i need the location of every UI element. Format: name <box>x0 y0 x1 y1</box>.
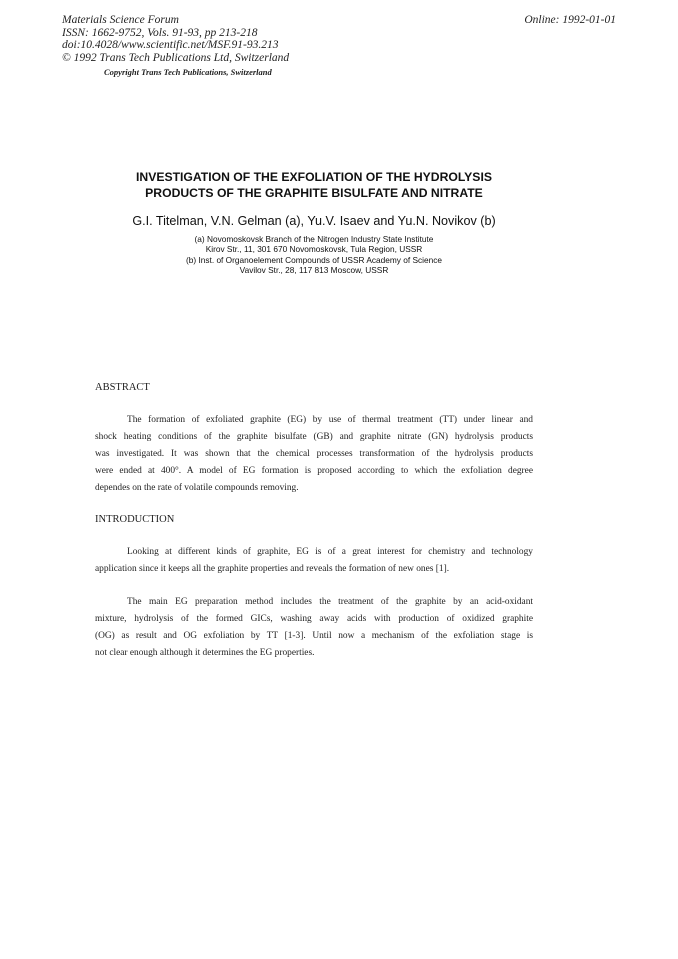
text-line: dependes on the rate of volatile compounds removing. <box>95 482 299 493</box>
text-line: (OG) as result and OG exfoliation by TT [1-3]. Until now a mechanism of the exfoliation stage is <box>95 630 533 641</box>
introduction-paragraph-1 <box>95 544 533 578</box>
affiliation-line: (a) Novomoskovsk Branch of the Nitrogen Industry State Institute <box>194 234 434 244</box>
introduction-heading: INTRODUCTION <box>95 514 175 525</box>
affiliations <box>95 234 533 276</box>
text-line: not clear enough although it determines the EG properties. <box>95 647 315 658</box>
doi-line[interactable]: doi:10.4028/www.scientific.net/MSF.91-93.213 <box>62 39 279 52</box>
abstract-heading: ABSTRACT <box>95 382 150 393</box>
text-line: The main EG preparation method includes the treatment of the graphite by an acid-oxidant <box>127 597 533 607</box>
online-date: Online: 1992-01-01 <box>524 14 616 26</box>
citation-header <box>62 14 289 64</box>
author-list: G.I. Titelman, V.N. Gelman (a), Yu.V. Isaev and Yu.N. Novikov (b) <box>132 214 496 228</box>
text-line: mixture, hydrolysis of the formed GICs, washing away acids with production of oxidized graphite <box>95 613 533 624</box>
text-line: The formation of exfoliated graphite (EG) by use of thermal treatment (TT) under linear and <box>127 415 533 425</box>
copyright-notice: Copyright Trans Tech Publications, Switzerland <box>104 67 272 77</box>
affiliation-line: (b) Inst. of Organoelement Compounds of USSR Academy of Science <box>186 254 442 265</box>
paper-title <box>95 170 533 201</box>
text-line: was investigated. It was shown that the chemical processes transformation of the hydrolysis products <box>95 448 533 459</box>
publisher-line: © 1992 Trans Tech Publications Ltd, Switzerland <box>62 51 290 64</box>
text-line: were ended at 400°. A model of EG formation is proposed according to which the exfoliation degree <box>95 465 533 476</box>
journal-name: Materials Science Forum <box>62 14 179 26</box>
title-line: INVESTIGATION OF THE EXFOLIATION OF THE HYDROLYSIS <box>136 170 492 184</box>
title-line: PRODUCTS OF THE GRAPHITE BISULFATE AND NITRATE <box>145 185 483 200</box>
introduction-paragraph-2 <box>95 594 533 662</box>
affiliation-line: Kirov Str., 11, 301 670 Novomoskovsk, Tula Region, USSR <box>205 244 423 255</box>
text-line: Looking at different kinds of graphite, EG is of a great interest for chemistry and technology <box>127 547 533 557</box>
text-line: application since it keeps all the graphite properties and reveals the formation of new ones [1]. <box>95 563 450 574</box>
abstract-paragraph <box>95 412 533 497</box>
affiliation-line: Vavilov Str., 28, 117 813 Moscow, USSR <box>239 265 389 276</box>
issn-line: ISSN: 1662-9752, Vols. 91-93, pp 213-218 <box>62 26 258 39</box>
text-line: shock heating conditions of the graphite bisulfate (GB) and graphite nitrate (GN) hydrolysis products <box>95 431 533 442</box>
